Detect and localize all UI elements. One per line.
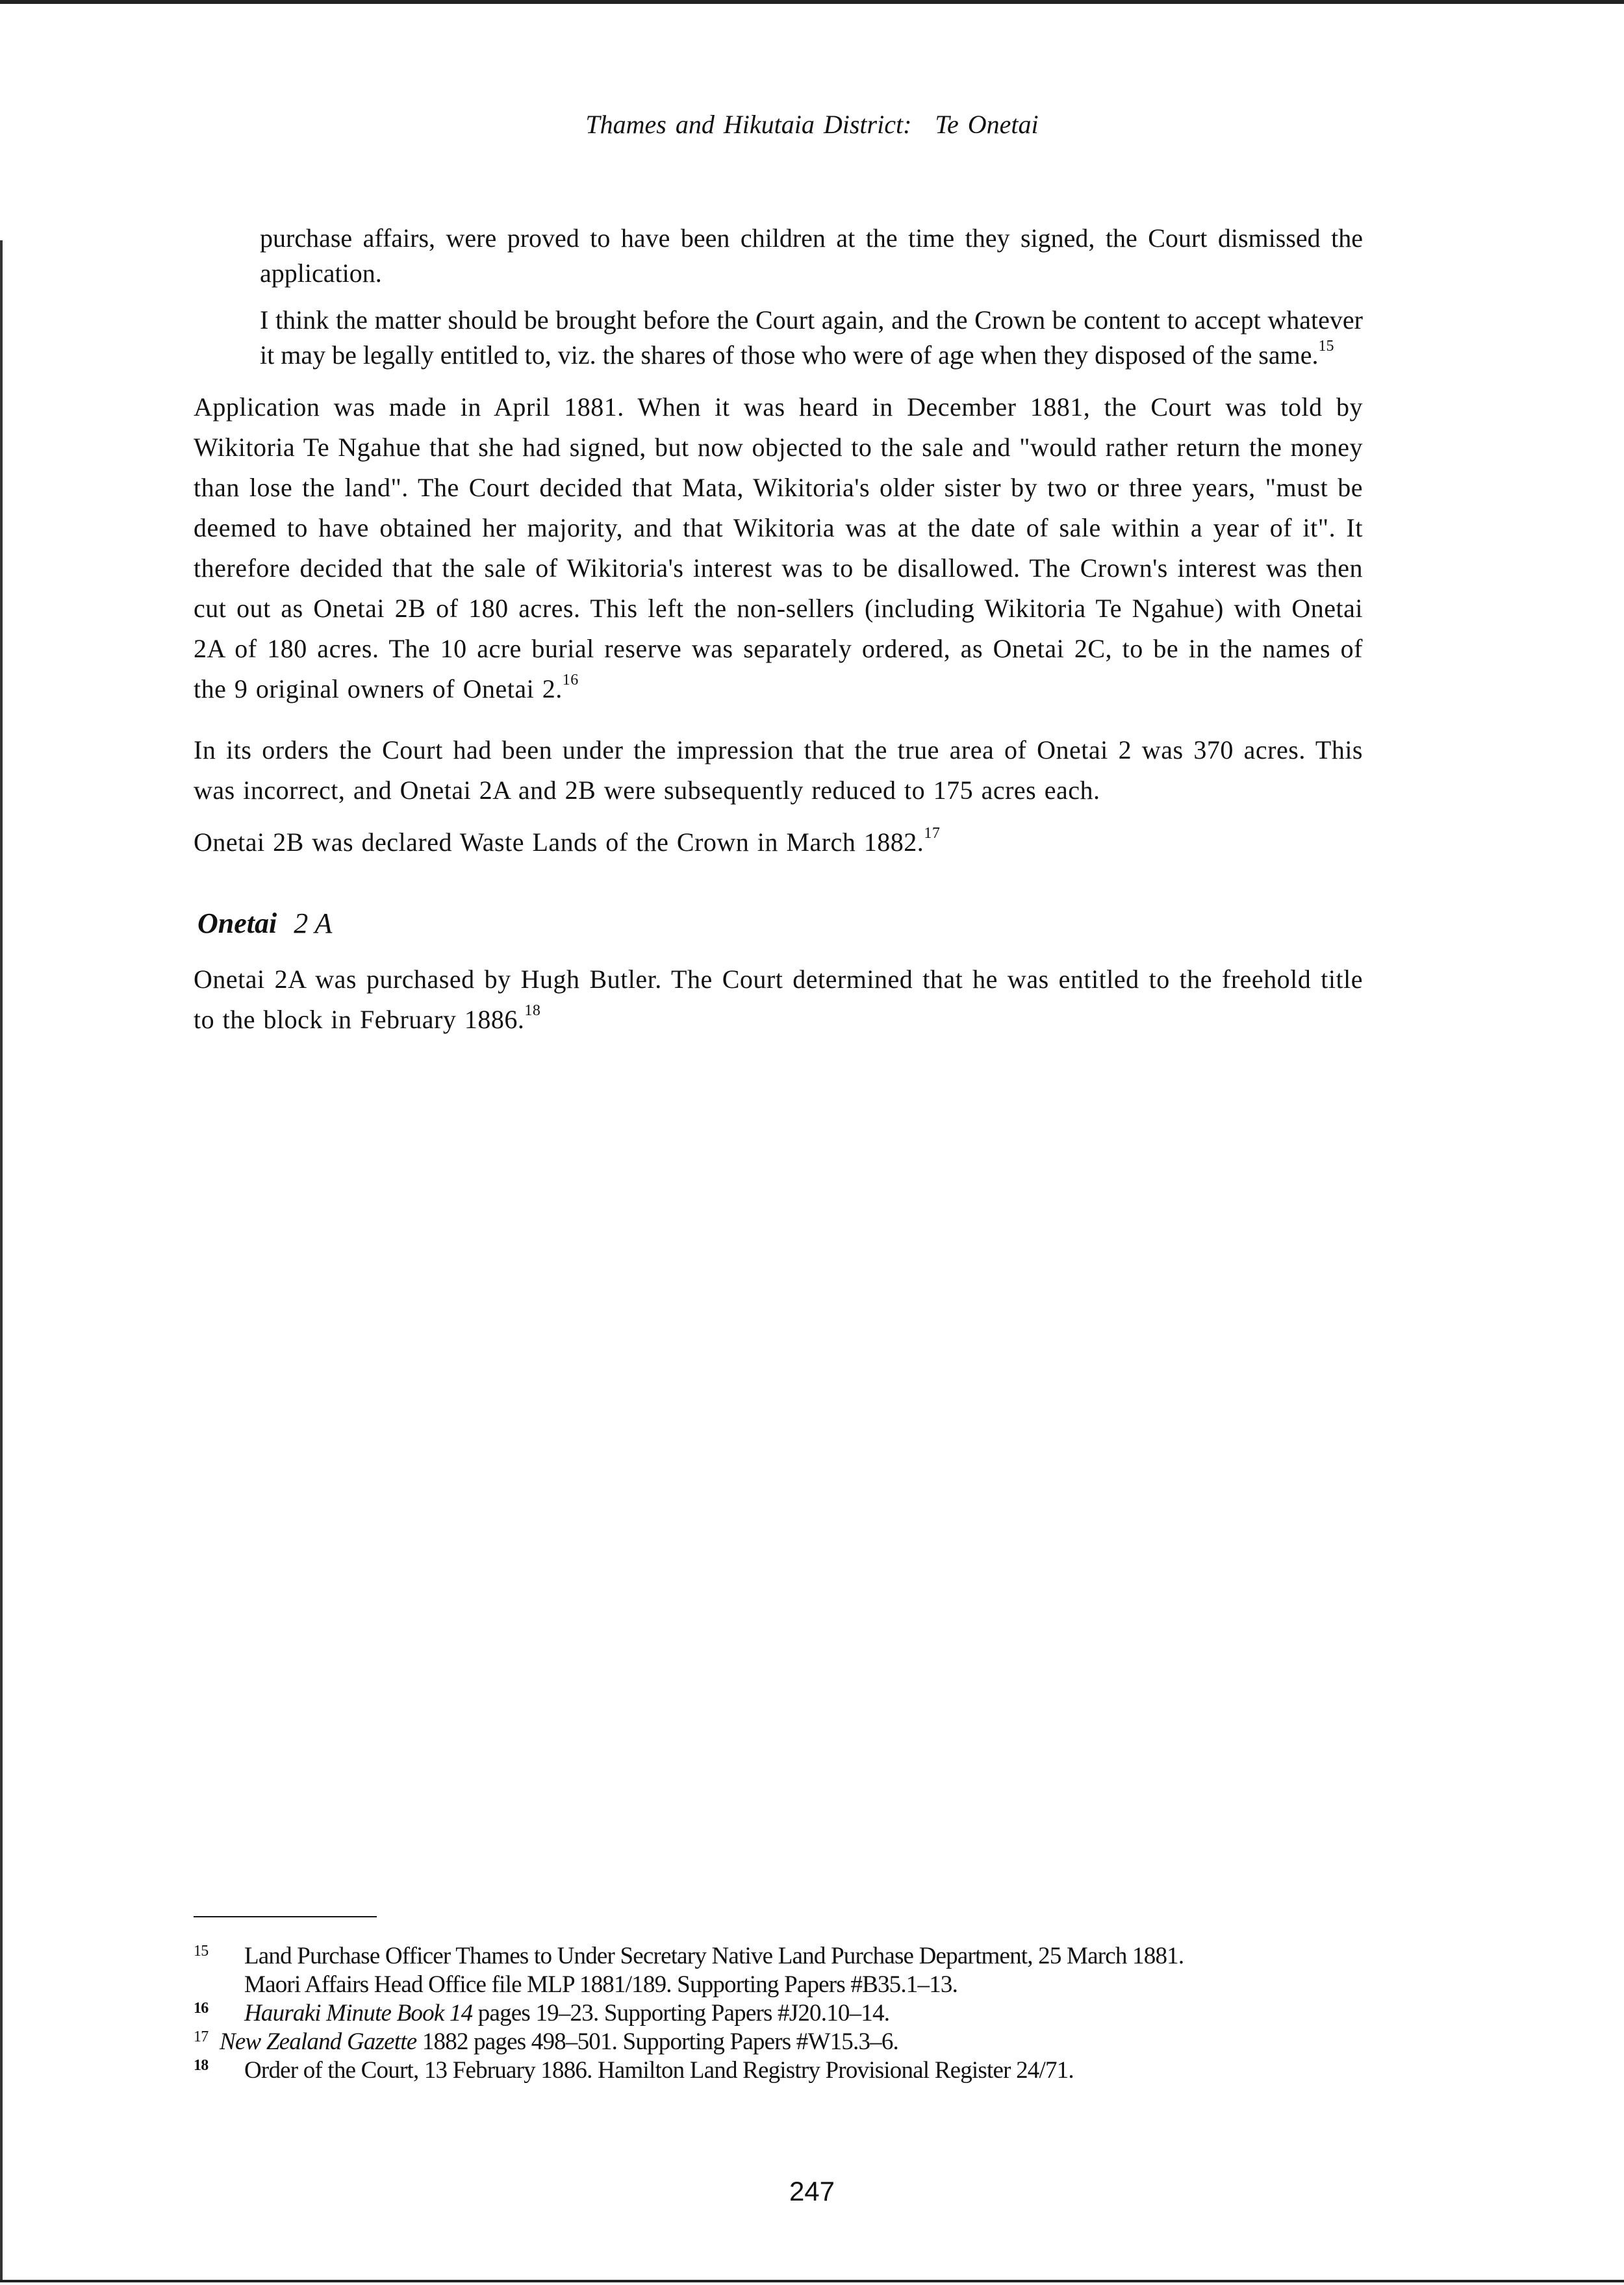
section-heading: Onetai 2 A [197,907,333,939]
page-content [194,221,1363,1061]
body-paragraph: Onetai 2A was purchased by Hugh Butler. The Court determined that he was entitled to the freehold title to the block in February 1886.18 [194,965,1363,1034]
page-number: 247 [789,2176,835,2206]
footnote-ref: 17 [924,824,941,842]
body-paragraph: In its orders the Court had been under the impression that the true area of Onetai 2 was 370 acres. This was incorrect, and Onetai 2A and 2B were subsequently reduced to 175 acres each. [194,735,1363,805]
body-paragraph: Onetai 2B was declared Waste Lands of the Crown in March 1882.17 [194,824,941,857]
footnote-17: 17 New Zealand Gazette 1882 pages 498–501. Supporting Papers #W15.3–6. [194,2028,899,2055]
running-head [0,109,1624,140]
footnotes [194,1942,1363,2085]
footnote-separator [194,1916,377,1917]
scan-border-top [0,0,1624,4]
body-paragraph: Application was made in April 1881. When it was heard in December 1881, the Court was told by Wikitoria Te Ngahue that she had signed, but now objected to the sale and "would rather return the money than lose the land". The Court decided that Mata, Wikitoria's older sister by two or three years, "must be deemed to have obtained her majority, and that Wikitoria was at the date of sale within a year of it". It therefore decided that the sale of Wikitoria's interest was to be disallowed. The Crown's interest was then cut out as Onetai 2B of 180 acres. This left the non-sellers (including Wikitoria Te Ngahue) with Onetai 2A of 180 acres. The 10 acre burial reserve was separately ordered, as Onetai 2C, to be in the names of the 9 original owners of Onetai 2.16 [194,392,1363,703]
scan-border-left [0,240,3,2280]
quote-paragraph: I think the matter should be brought before the Court again, and the Crown be content to accept whatever it may be legally entitled to, viz. the shares of those who were of age when they disposed of the same.$^{15}$ [260,305,1363,370]
footnote-ref: 16 [562,671,579,688]
scan-border-bottom [0,2280,1624,2282]
footnote-18: 18 Order of the Court, 13 February 1886. Hamilton Land Registry Provisional Register 24/71. [194,2057,1074,2084]
block-quote [260,221,1363,373]
quote-paragraph: purchase affairs, were proved to have been children at the time they signed, the Court dismissed the application. [260,223,1363,288]
footnote-15: 15 Land Purchase Officer Thames to Under Secretary Native Land Purchase Department, 25 March 1881. Maori Affairs Head Office file MLP 1881/189. Supporting Papers #B35.1–13. [194,1943,1184,1998]
running-head-district: Thames and Hikutaia District: [585,110,912,139]
footnote-ref: 18 [524,1002,541,1019]
footnote-16: 16 Hauraki Minute Book 14 pages 19–23. Supporting Papers #J20.10–14. [194,2000,890,2026]
running-head-block: Te Onetai [935,110,1039,139]
footnote-ref: 15 [1318,337,1334,355]
